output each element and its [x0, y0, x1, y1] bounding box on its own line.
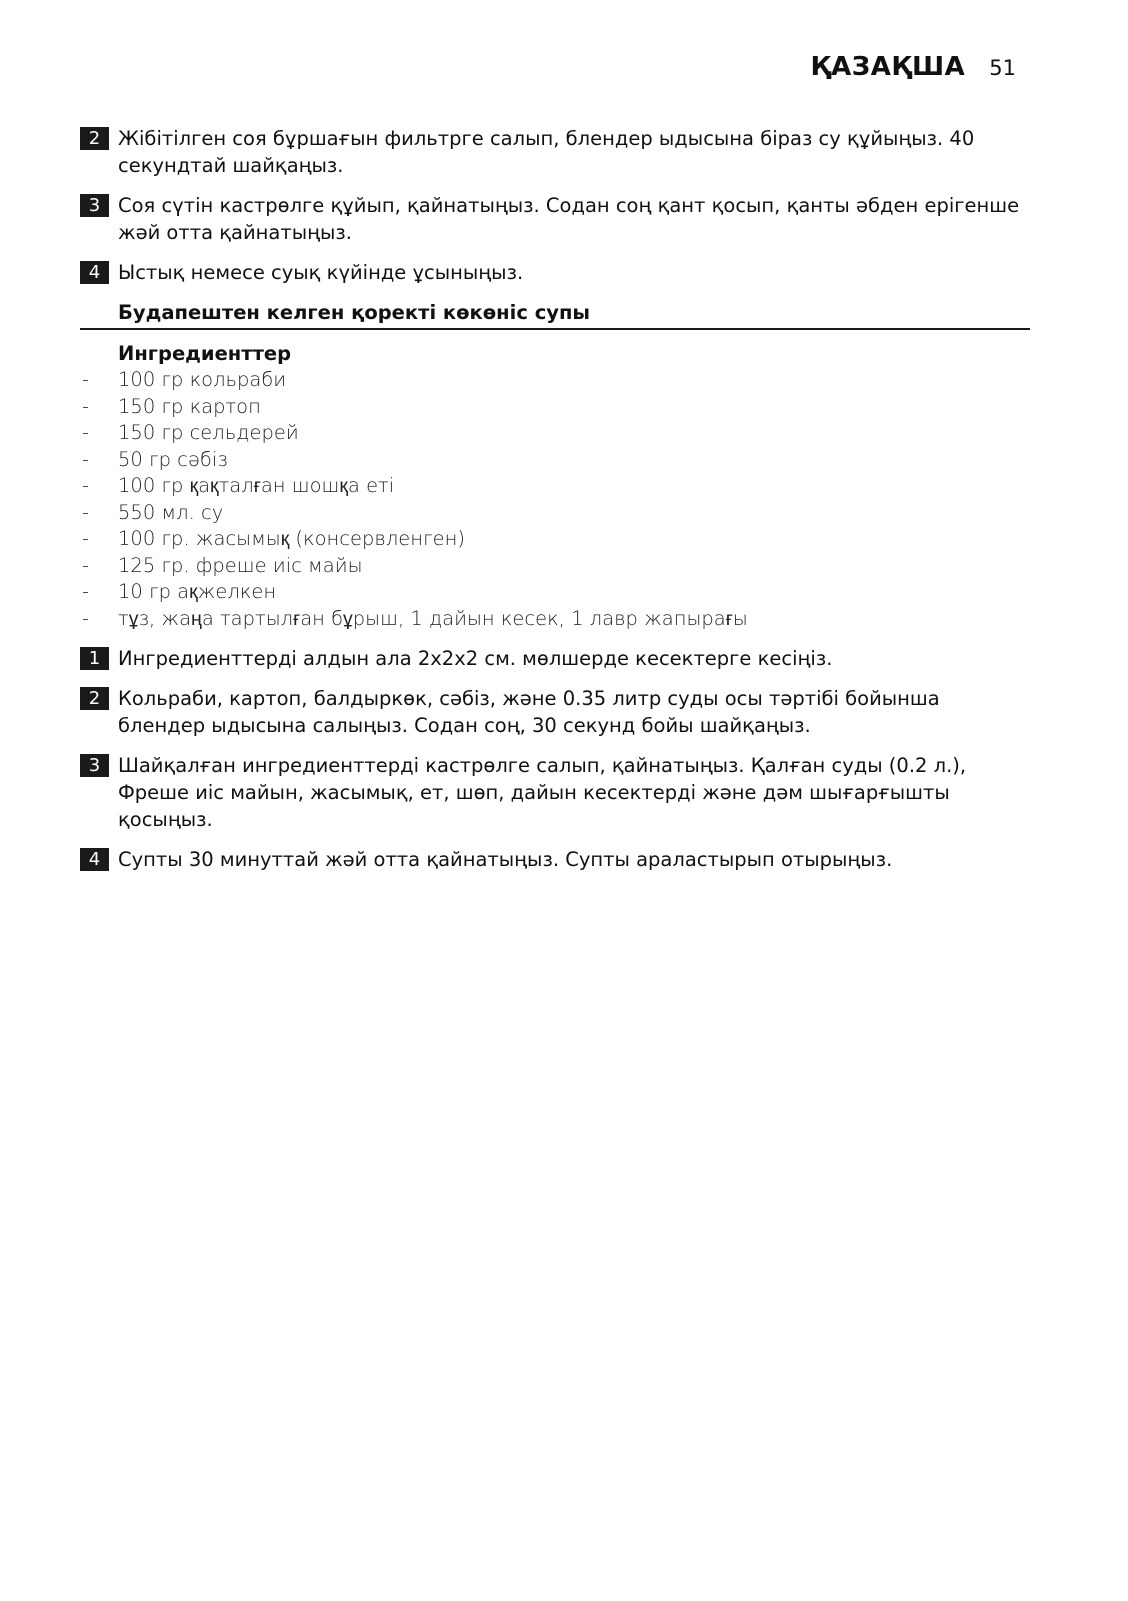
step-number-badge: 4 — [80, 848, 109, 871]
list-dash: - — [82, 474, 90, 497]
ingredient-item — [80, 394, 1030, 421]
list-dash: - — [82, 421, 90, 444]
ingredient-item — [80, 579, 1030, 606]
step-number-badge: 3 — [80, 194, 109, 217]
step-text: Кольраби, картоп, балдыркөк, сәбіз, және 0.35 литр суды осы тәртібі бойынша блендер ыдысына салыңыз. Содан соң, 30 секунд бойы шайқаңыз. — [118, 687, 940, 737]
ingredient-text: 10 гр ақжелкен — [118, 580, 277, 603]
list-dash: - — [82, 368, 90, 391]
ingredient-text: 125 гр. фреше иіс майы — [118, 553, 363, 577]
page-header — [811, 52, 1017, 82]
step-item — [80, 752, 1030, 833]
step-number-badge: 3 — [80, 754, 109, 777]
ingredient-item — [80, 367, 1030, 394]
language-title: ҚАЗАҚША — [810, 52, 966, 82]
ingredient-item — [80, 473, 1030, 500]
ingredient-item — [80, 606, 1030, 633]
step-number-badge: 4 — [80, 261, 109, 284]
step-text: Жібітілген соя бұршағын фильтрге салып, блендер ыдысына біраз су құйыңыз. 40 секундтай шайқаңыз. — [118, 127, 975, 177]
ingredient-text: 150 гр картоп — [118, 394, 261, 418]
step-text: Ингредиенттерді алдын ала 2x2x2 см. мөлшерде кесектерге кесіңіз. — [118, 647, 833, 670]
ingredient-text: 150 гр сельдерей — [118, 421, 299, 444]
step-number-badge: 2 — [80, 687, 109, 710]
ingredient-item — [80, 447, 1030, 474]
ingredients-heading: Ингредиенттер — [118, 342, 292, 365]
ingredients-list — [80, 367, 1030, 632]
step-item — [80, 125, 1030, 179]
ingredient-text: 100 гр қақталған шошқа еті — [118, 474, 395, 497]
step-number-badge: 1 — [80, 647, 109, 670]
ingredient-text: 100 гр кольраби — [118, 368, 287, 391]
ingredient-text: 100 гр. жасымық (консервленген) — [118, 527, 465, 550]
list-dash: - — [82, 553, 90, 577]
page-content — [80, 125, 1030, 886]
step-text: Супты 30 минуттай жәй отта қайнатыңыз. Супты араластырып отырыңыз. — [118, 848, 893, 871]
ingredient-text: 550 мл. су — [118, 500, 224, 524]
step-text: Соя сүтін кастрөлге құйып, қайнатыңыз. Содан соң қант қосып, қанты әбден ерігенше жәй отта қайнатыңыз. — [118, 194, 1020, 244]
step-item — [80, 259, 1030, 286]
list-dash: - — [82, 447, 90, 471]
list-dash: - — [82, 606, 90, 630]
recipe-title: Будапештен келген қоректі көкөніс супы — [80, 299, 1030, 330]
list-dash: - — [82, 580, 90, 603]
list-dash: - — [82, 527, 90, 550]
ingredient-item — [80, 526, 1030, 553]
list-dash: - — [82, 500, 90, 524]
step-item — [80, 846, 1030, 873]
ingredient-item — [80, 500, 1030, 527]
step-item — [80, 645, 1030, 672]
step-number-badge: 2 — [80, 127, 109, 150]
list-dash: - — [82, 394, 90, 418]
page-number: 51 — [989, 56, 1016, 80]
ingredient-text: 50 гр сәбіз — [118, 447, 228, 471]
ingredient-item — [80, 553, 1030, 580]
step-item — [80, 685, 1030, 739]
ingredient-text: тұз, жаңа тартылған бұрыш, 1 дайын кесек, 1 лавр жапырағы — [118, 606, 748, 630]
step-item — [80, 192, 1030, 246]
ingredient-item — [80, 420, 1030, 447]
step-text: Ыстық немесе суық күйінде ұсыныңыз. — [118, 261, 524, 284]
step-text: Шайқалған ингредиенттерді кастрөлге салып, қайнатыңыз. Қалған суды (0.2 л.), Фреше иіс майын, жасымық, ет, шөп, дайын кесектерді және дәм шығарғышты қосыңыз. — [118, 754, 967, 831]
